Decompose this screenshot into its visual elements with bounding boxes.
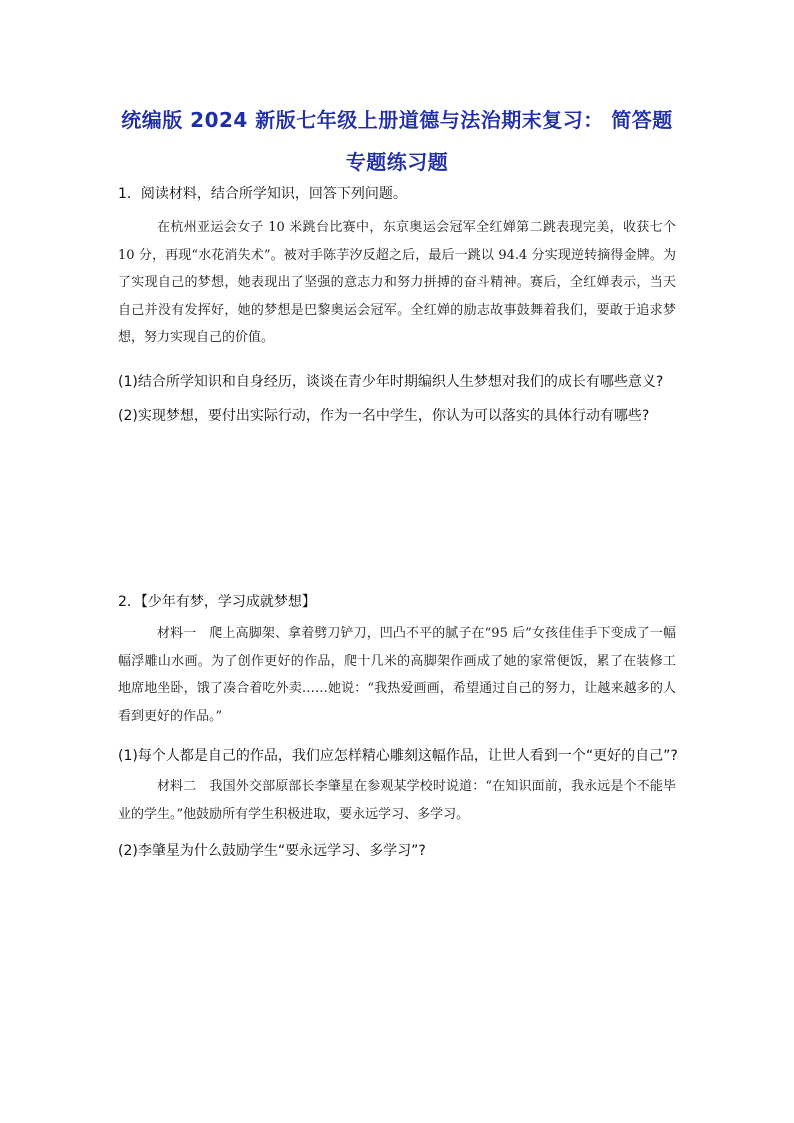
question-2-material-2: 材料二 我国外交部原部长李肇星在参观某学校时说道：“在知识面前，我永远是个不能毕业的学生。”他鼓励所有学生积极进取，要永远学习、多学习。 [118, 779, 676, 822]
question-2-material-1: 材料一 爬上高脚架、拿着劈刀铲刀，凹凸不平的腻子在“95 后”女孩佳佳手下变成了一幅幅浮雕山水画。为了创作更好的作品，爬十几米的高脚架作画成了她的家常便饭，累了在装修工地席地坐卧，饿了凑合着吃外卖……她说：“我热爱画画，希望通过自己的努力，让越来越多的人看到更好的作品。” [118, 626, 676, 724]
question-2-sub-1: (1)每个人都是自己的作品，我们应怎样精心雕刻这幅作品，让世人看到一个“更好的自己”? [118, 748, 678, 764]
question-1-material: 在杭州亚运会女子 10 米跳台比赛中，东京奥运会冠军全红婵第二跳表现完美，收获七个 10 分，再现“水花消失术”。被对手陈芋汐反超之后，最后一跳以 94.4 分实现逆转摘得金牌。为了实现自己的梦想，她表现出了坚强的意志力和努力拼搏的奋斗精神。赛后，全红婵表示，当天自己并没有发挥好，她的梦想是巴黎奥运会冠军。全红婵的励志故事鼓舞着我们，要敢于追求梦想，努力实现自己的价值。 [118, 220, 676, 345]
question-1-header: 1．阅读材料，结合所学知识，回答下列问题。 [118, 186, 407, 202]
document-subtitle: 专题练习题 [345, 150, 449, 174]
document-title: 统编版 2024 新版七年级上册道德与法治期末复习： 简答题 [121, 108, 673, 132]
question-1-sub-1: (1)结合所学知识和自身经历，谈谈在青少年时期编织人生梦想对我们的成长有哪些意义? [118, 374, 664, 390]
question-1-sub-2: (2)实现梦想，要付出实际行动，作为一名中学生，你认为可以落实的具体行动有哪些? [118, 408, 650, 424]
question-2-sub-2: (2)李肇星为什么鼓励学生“要永远学习、多学习”? [118, 843, 426, 859]
question-2-header: 2．【少年有梦，学习成就梦想】 [118, 594, 316, 610]
